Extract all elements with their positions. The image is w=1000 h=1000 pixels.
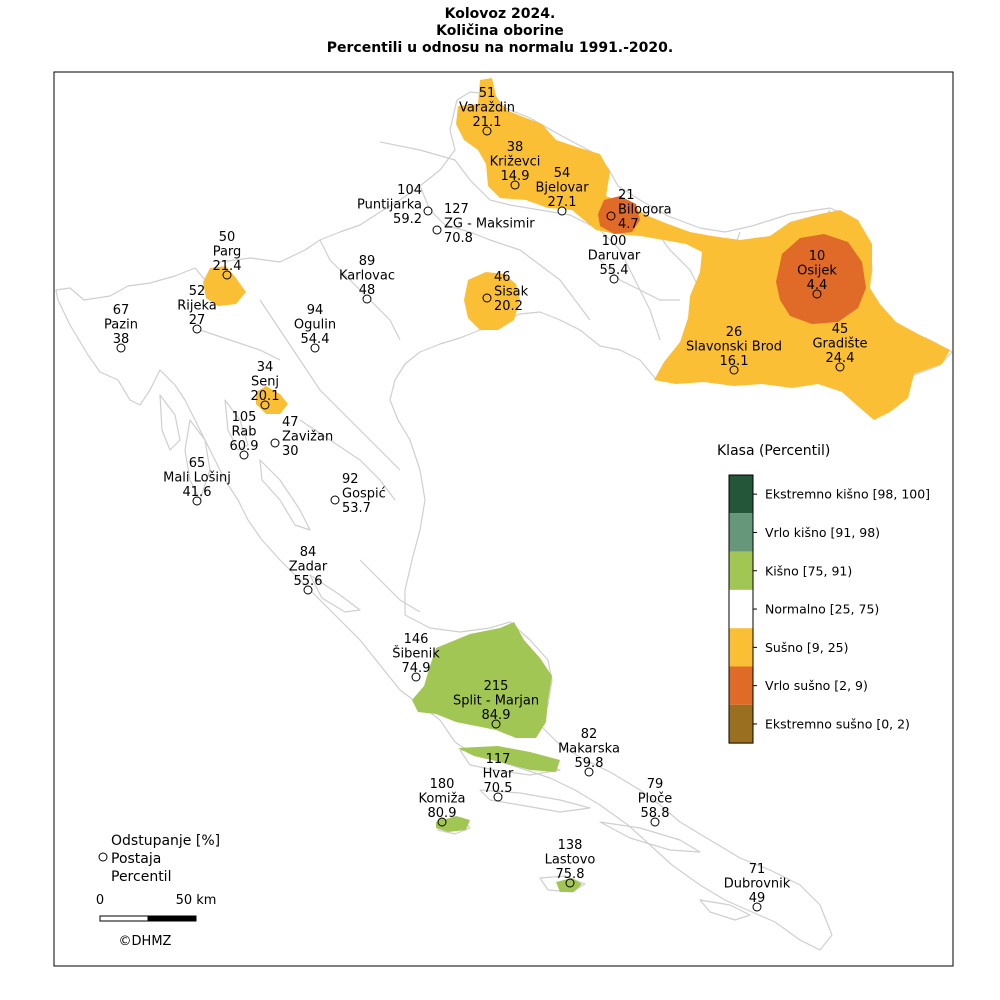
- station-name: Senj: [250, 374, 280, 390]
- station-percentile: 27.1: [547, 195, 577, 210]
- station-name: Daruvar: [587, 248, 641, 264]
- station-name: Zadar: [288, 559, 328, 575]
- station-deviation: 38: [506, 140, 524, 155]
- station-percentile: 54.4: [300, 332, 330, 347]
- station-legend-marker-icon: [99, 853, 107, 861]
- station-percentile: 24.4: [825, 351, 855, 366]
- station-percentile: 60.9: [229, 439, 259, 454]
- station-percentile: 21.4: [212, 259, 242, 274]
- station-percentile: 74.9: [401, 661, 431, 676]
- station-deviation: 71: [748, 862, 766, 877]
- station-percentile: 75.8: [555, 867, 585, 882]
- station-percentile: 70.8: [444, 231, 473, 246]
- station-marker-icon: [271, 439, 279, 447]
- station-name: Ploče: [637, 791, 673, 807]
- station-name: Osijek: [797, 263, 837, 279]
- station-deviation: 79: [646, 777, 664, 792]
- legend-swatch: [729, 705, 753, 743]
- station-percentile: 70.5: [483, 781, 513, 796]
- station-percentile: 55.6: [293, 574, 323, 589]
- station-deviation: 92: [342, 472, 359, 487]
- station-percentile: 4.4: [806, 278, 828, 293]
- station-name: Hvar: [482, 766, 514, 782]
- station-percentile: 38: [112, 332, 130, 347]
- station-name: Gradište: [812, 336, 868, 352]
- station-deviation: 50: [218, 230, 236, 245]
- station-legend-station: Postaja: [111, 851, 162, 867]
- station-percentile: 20.1: [250, 389, 280, 404]
- legend-label: Kišno [75, 91): [765, 563, 853, 579]
- station-percentile: 59.8: [574, 756, 604, 771]
- station-name: Puntijarka: [357, 197, 422, 213]
- scalebar-white-segment: [100, 916, 148, 921]
- station-percentile: 55.4: [599, 263, 629, 278]
- station-deviation: 34: [256, 360, 274, 375]
- station-rab: [230, 410, 259, 459]
- station-deviation: 127: [444, 202, 469, 217]
- station-percentile: 16.1: [719, 354, 749, 369]
- station-marker-icon: [607, 212, 615, 220]
- station-deviation: 82: [580, 727, 598, 742]
- station-name: Varaždin: [458, 100, 516, 116]
- station-name: Dubrovnik: [723, 876, 791, 892]
- legend-title: Klasa (Percentil): [717, 443, 831, 459]
- station-percentile: 14.9: [500, 169, 530, 184]
- station-percentile: 30: [282, 444, 299, 459]
- station-name: Komiža: [418, 791, 466, 807]
- station-deviation: 138: [557, 838, 583, 853]
- station-percentile: 4.7: [618, 217, 639, 232]
- station-legend-percentile: Percentil: [111, 869, 172, 885]
- station-deviation: 104: [397, 183, 422, 198]
- station-deviation: 89: [358, 254, 376, 269]
- station-marker-icon: [483, 294, 491, 302]
- station-percentile: 41.6: [182, 485, 212, 500]
- station-percentile: 21.1: [472, 115, 502, 130]
- station-deviation: 100: [601, 234, 627, 249]
- station-deviation: 84: [299, 545, 317, 560]
- station-name: Slavonski Brod: [686, 339, 782, 355]
- station-deviation: 54: [553, 166, 571, 181]
- station-deviation: 45: [831, 322, 849, 337]
- station-name: Makarska: [558, 741, 620, 757]
- title-line-1: Kolovoz 2024.: [444, 6, 556, 22]
- station-name: Pazin: [104, 317, 138, 333]
- legend-swatch: [729, 513, 753, 551]
- station-percentile: 84.9: [481, 708, 511, 723]
- station-percentile: 59.2: [393, 212, 422, 227]
- station-percentile: 27: [188, 313, 206, 328]
- station-hvar: [483, 752, 514, 801]
- station-deviation: 21: [618, 188, 635, 203]
- station-deviation: 94: [306, 303, 324, 318]
- station-name: Sisak: [494, 284, 529, 300]
- station-deviation: 65: [188, 456, 206, 471]
- station-deviation: 105: [231, 410, 257, 425]
- legend-label: Ekstremno sušno [0, 2): [765, 716, 910, 732]
- legend-label: Ekstremno kišno [98, 100]: [765, 486, 931, 502]
- title-line-2: Količina oborine: [436, 23, 564, 39]
- station-percentile: 58.8: [640, 806, 670, 821]
- station-name: Šibenik: [392, 646, 440, 662]
- legend-swatch: [729, 667, 753, 705]
- station-deviation: 146: [403, 632, 429, 647]
- station-name: Ogulin: [293, 317, 337, 333]
- title-line-3: Percentili u odnosu na normalu 1991.-2020.: [326, 40, 674, 56]
- legend-label: Normalno [25, 75): [765, 601, 880, 617]
- station-name: Rijeka: [177, 298, 217, 314]
- station-name: Parg: [212, 244, 242, 260]
- station-percentile: 49: [748, 891, 766, 906]
- station-percentile: 20.2: [494, 299, 523, 314]
- station-marker-icon: [331, 496, 339, 504]
- legend-swatch: [729, 590, 753, 628]
- station-deviation: 46: [494, 270, 511, 285]
- station-name: Zavižan: [282, 429, 334, 445]
- station-name: Križevci: [489, 154, 541, 170]
- station-deviation: 26: [725, 325, 743, 340]
- legend-label: Vrlo sušno [2, 9): [765, 678, 868, 694]
- station-marker-icon: [433, 226, 441, 234]
- station-percentile: 48: [358, 283, 376, 298]
- station-name: Gospić: [342, 486, 386, 502]
- legend-label: Sušno [9, 25): [765, 639, 849, 655]
- scalebar-end-label: 50 km: [175, 893, 217, 908]
- station-name: Rab: [231, 424, 257, 440]
- station-deviation: 47: [282, 415, 299, 430]
- legend-swatch: [729, 552, 753, 590]
- legend-swatch: [729, 475, 753, 513]
- station-percentile: 80.9: [427, 806, 457, 821]
- station-marker-icon: [424, 207, 432, 215]
- copyright: ©DHMZ: [118, 934, 172, 949]
- station-percentile: 53.7: [342, 501, 371, 516]
- legend-swatch: [729, 628, 753, 666]
- station-name: Split - Marjan: [452, 693, 540, 709]
- station-legend-deviation: Odstupanje [%]: [111, 833, 221, 849]
- station-deviation: 215: [483, 679, 509, 694]
- scalebar-start-label: 0: [95, 893, 105, 908]
- station-name: Bjelovar: [535, 180, 589, 196]
- station-name: Mali Lošinj: [163, 470, 231, 486]
- legend-label: Vrlo kišno [91, 98): [765, 524, 881, 540]
- scalebar-black-segment: [148, 916, 196, 921]
- station-deviation: 67: [112, 303, 130, 318]
- map-frame: [54, 72, 953, 966]
- station-name: ZG - Maksimir: [444, 216, 535, 232]
- station-deviation: 10: [808, 249, 826, 264]
- station-deviation: 117: [485, 752, 511, 767]
- station-deviation: 52: [188, 284, 206, 299]
- station-name: Karlovac: [339, 268, 395, 284]
- station-name: Bilogora: [618, 202, 672, 218]
- station-deviation: 51: [478, 86, 496, 101]
- station-deviation: 180: [429, 777, 455, 792]
- station-name: Lastovo: [544, 852, 596, 868]
